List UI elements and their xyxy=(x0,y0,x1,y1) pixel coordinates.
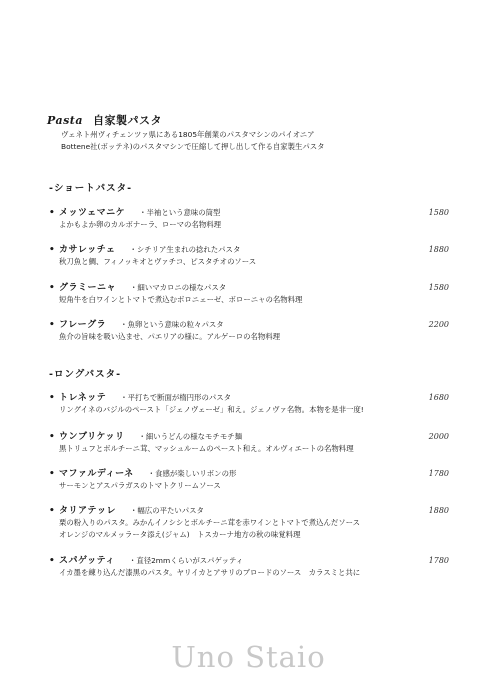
bullet: • xyxy=(49,208,55,218)
item-subtitle: ・魚卵という意味の粒々パスタ xyxy=(120,320,224,329)
menu-item xyxy=(49,466,449,492)
bullet: • xyxy=(49,469,55,479)
item-name: マファルディーネ xyxy=(59,469,134,479)
menu-item xyxy=(49,242,449,268)
item-price: 2000 xyxy=(428,432,449,441)
item-name: トレネッテ xyxy=(59,393,107,403)
item-name: ウンブリケッリ xyxy=(59,432,125,442)
item-description: よかもよか卵のカルボナーラ、ローマの名物料理 xyxy=(59,220,222,229)
intro-line-1: ヴェネト州ヴィチェンツァ県にある1805年創業のパスタマシンのパイオニア xyxy=(61,130,315,139)
item-price: 1780 xyxy=(428,469,449,478)
item-description: リングイネのバジルのペースト「ジェノヴェーゼ」和え。ジェノヴァ名物。本物を是非一度! xyxy=(59,405,364,414)
item-price: 1580 xyxy=(428,208,449,217)
item-subtitle: ・細いマカロニの様なパスタ xyxy=(130,283,227,292)
item-description: 黒トリュフとボルチーニ茸、マッシュルームのペースト和え。オルヴィエートの名物料理 xyxy=(59,444,354,453)
item-price: 1680 xyxy=(428,393,449,402)
item-description: イカ墨を練り込んだ漆黒のパスタ。ヤリイカとアサリのブロードのソース カラスミと共に xyxy=(59,568,361,577)
item-subtitle: ・シチリア生まれの捻れたパスタ xyxy=(129,245,241,254)
menu-title-jp: 自家製パスタ xyxy=(93,114,163,127)
item-name: スパゲッティ xyxy=(59,556,115,566)
bullet: • xyxy=(49,556,55,566)
item-description: 栗の粉入りのパスタ。みかんイノシシとボルチーニ茸を赤ワインとトマトで煮込んだソース xyxy=(59,518,361,527)
intro-line-2: Bottene社(ボッテネ)のパスタマシンで圧縮して押し出して作る自家製生パスタ xyxy=(61,142,325,151)
menu-title-latin: Pasta xyxy=(47,114,84,127)
item-description: 秋刀魚と鯛、フィノッキオとヴァチコ、ピスタチオのソース xyxy=(59,257,257,266)
item-price: 1580 xyxy=(428,283,449,292)
item-name: メッツェマニケ xyxy=(59,208,126,218)
menu-item xyxy=(49,503,449,540)
section-title-short-pasta: -ショートパスタ- xyxy=(49,183,133,194)
menu-header xyxy=(47,112,467,153)
item-name: タリアテッレ xyxy=(59,506,117,516)
item-subtitle: ・半袖という意味の筒型 xyxy=(139,208,221,217)
bullet: • xyxy=(49,393,55,403)
item-price: 1880 xyxy=(428,506,449,515)
bullet: • xyxy=(49,283,55,293)
section-title-long-pasta: -ロングパスタ- xyxy=(49,369,122,380)
item-price: 2200 xyxy=(428,320,449,329)
item-price: 1780 xyxy=(428,556,449,565)
menu-item xyxy=(49,280,449,306)
item-subtitle: ・平打ちで断面が楕円形のパスタ xyxy=(120,393,232,402)
item-subtitle: ・幅広の平たいパスタ xyxy=(130,506,204,515)
bullet: • xyxy=(49,506,55,516)
menu-item xyxy=(49,429,449,455)
menu-item xyxy=(49,205,449,231)
bullet: • xyxy=(49,320,55,330)
item-description: オレンジのマルメッラータ添え(ジャム) トスカーナ地方の秋の味覚料理 xyxy=(59,529,301,539)
item-price: 1880 xyxy=(428,245,449,254)
item-description: 短角牛を白ワインとトマトで煮込むボロニェーゼ、ボローニャの名物料理 xyxy=(59,295,303,304)
item-subtitle: ・直径2mmくらいがスパゲッティ xyxy=(128,556,244,565)
item-subtitle: ・細いうどんの様なモチモチ麺 xyxy=(138,432,242,441)
menu-item xyxy=(49,553,449,579)
restaurant-brand: Uno Staio xyxy=(171,640,326,674)
item-description: サーモンとアスパラガスのトマトクリームソース xyxy=(59,481,221,490)
menu-title xyxy=(47,112,467,128)
item-name: カサレッチェ xyxy=(59,245,116,255)
item-name: フレーグラ xyxy=(59,320,107,330)
item-name: グラミーニャ xyxy=(59,283,117,293)
bullet: • xyxy=(49,245,55,255)
menu-item xyxy=(49,390,449,416)
menu-item xyxy=(49,317,449,343)
item-description: 魚介の旨味を吸い込ませ、パエリアの様に。アルゲーロの名物料理 xyxy=(59,332,281,341)
item-subtitle: ・食感が楽しいリボンの形 xyxy=(147,469,237,478)
bullet: • xyxy=(49,432,55,442)
